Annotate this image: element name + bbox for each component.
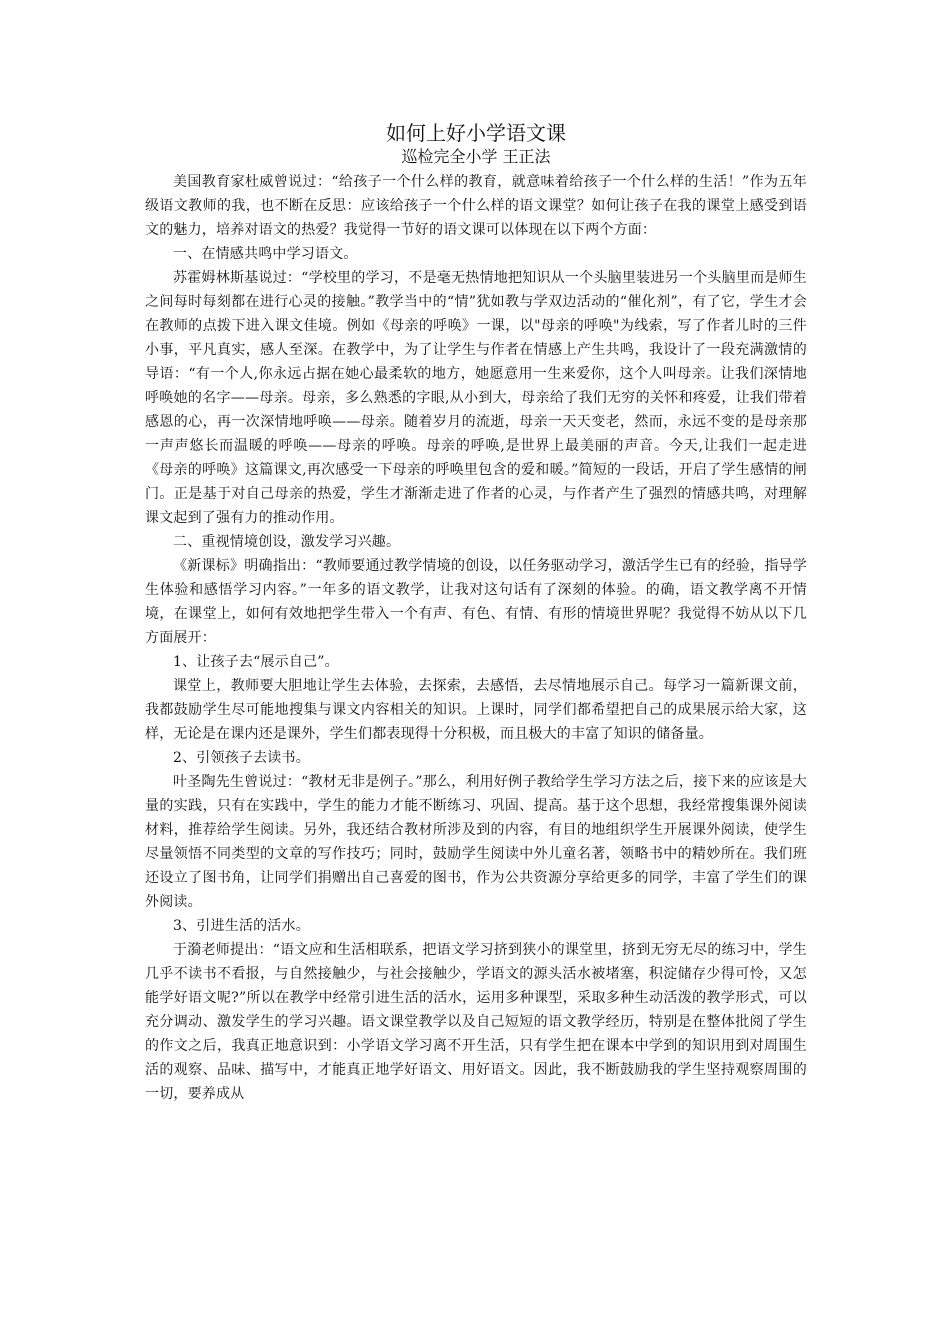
heading-section-2: 二、重视情境创设，激发学习兴趣。: [173, 534, 401, 550]
subheading-3: 3、引进生活的活水。: [173, 918, 310, 934]
subheading-2: 2、引领孩子去读书。: [173, 750, 310, 766]
document-author: 巡检完全小学 王正法: [401, 147, 551, 166]
paragraph-section-1: 苏霍姆林斯基说过：“学校里的学习，不是毫无热情地把知识从一个头脑里装进另一个头脑里而是师生之间每时每刻都在进行心灵的接触。”教学当中的“情”犹如教与学双边活动的“催化剂”，有了它，学生才会在教师的点拨下进入课文佳境。例如《母亲的呼唤》一课，以"母亲的呼唤"为线索，写了作者儿时的三件小事，平凡真实，感人至深。在教学中，为了让学生与作者在情感上产生共鸣，我设计了一段充满激情的导语：“有一个人,你永远占据在她心最柔软的地方，她愿意用一生来爱你，这个人叫母亲。让我们深情地呼唤她的名字——母亲。母亲，多么熟悉的字眼,从小到大，母亲给了我们无穷的关怀和疼爱，让我们带着感恩的心，再一次深情地呼唤——母亲。随着岁月的流逝，母亲一天天变老，然而，永远不变的是母亲那一声声悠长而温暖的呼唤——母亲的呼唤。母亲的呼唤,是世界上最美丽的声音。今天,让我们一起走进《母亲的呼唤》这篇课文,再次感受一下母亲的呼唤里包含的爱和暖。”简短的一段话，开启了学生感情的闸门。正是基于对自己母亲的热爱，学生才渐渐走进了作者的心灵，与作者产生了强烈的情感共鸣，对理解课文起到了强有力的推动作用。: [145, 270, 807, 526]
document-page: [145, 120, 807, 1106]
paragraph-sub-1: 课堂上，教师要大胆地让学生去体验，去探索，去感悟，去尽情地展示自己。每学习一篇新课文前，我都鼓励学生尽可能地搜集与课文内容相关的知识。上课时，同学们都希望把自己的成果展示给大家，这样，无论是在课内还是课外，学生们都表现得十分积极，而且极大的丰富了知识的储备量。: [145, 678, 807, 742]
paragraph-section-2: 《新课标》明确指出：“教师要通过教学情境的创设，以任务驱动学习，激活学生已有的经验，指导学生体验和感悟学习内容。”一年多的语文教学，让我对这句话有了深刻的体验。的确，语文教学离不开情境，在课堂上，如何有效地把学生带入一个有声、有色、有情、有形的情境世界呢？我觉得不妨从以下几方面展开：: [145, 558, 807, 646]
paragraph-sub-2: 叶圣陶先生曾说过：“教材无非是例子。”那么，利用好例子教给学生学习方法之后，接下来的应该是大量的实践，只有在实践中，学生的能力才能不断练习、巩固、提高。基于这个思想，我经常搜集课外阅读材料，推荐给学生阅读。另外，我还结合教材所涉及到的内容，有目的地组织学生开展课外阅读，使学生尽量领悟不同类型的文章的写作技巧；同时，鼓励学生阅读中外儿童名著，领略书中的精妙所在。我们班还设立了图书角，让同学们捐赠出自己喜爱的图书，作为公共资源分享给更多的同学，丰富了学生们的课外阅读。: [145, 774, 807, 910]
heading-section-1: 一、在情感共鸣中学习语文。: [173, 246, 358, 262]
document-title: 如何上好小学语文课: [386, 121, 566, 145]
paragraph-sub-3: 于漪老师提出：“语文应和生活相联系，把语文学习挤到狭小的课堂里，挤到无穷无尽的练习中，学生几乎不读书不看报，与自然接触少，与社会接触少，学语文的源头活水被堵塞，积淀储存少得可怜，又怎能学好语文呢?”所以在教学中经常引进生活的活水，运用多种课型，采取多种生动活泼的教学形式，可以充分调动、激发学生的学习兴趣。语文课堂教学以及自己短短的语文教学经历，特别是在整体批阅了学生的作文之后，我真正地意识到：小学语文学习离不开生活，只有学生把在课本中学到的知识用到对周围生活的观察、品味、描写中，才能真正地学好语文、用好语文。因此，我不断鼓励我的学生坚持观察周围的一切，要养成从: [145, 942, 807, 1102]
subheading-1: 1、让孩子去“展示自己”。: [173, 654, 339, 670]
paragraph-intro: 美国教育家杜威曾说过：“给孩子一个什么样的教育，就意味着给孩子一个什么样的生活！”作为五年级语文教师的我，也不断在反思：应该给孩子一个什么样的语文课堂？如何让孩子在我的课堂上感受到语文的魅力，培养对语文的热爱？我觉得一节好的语文课可以体现在以下两个方面：: [145, 174, 807, 238]
